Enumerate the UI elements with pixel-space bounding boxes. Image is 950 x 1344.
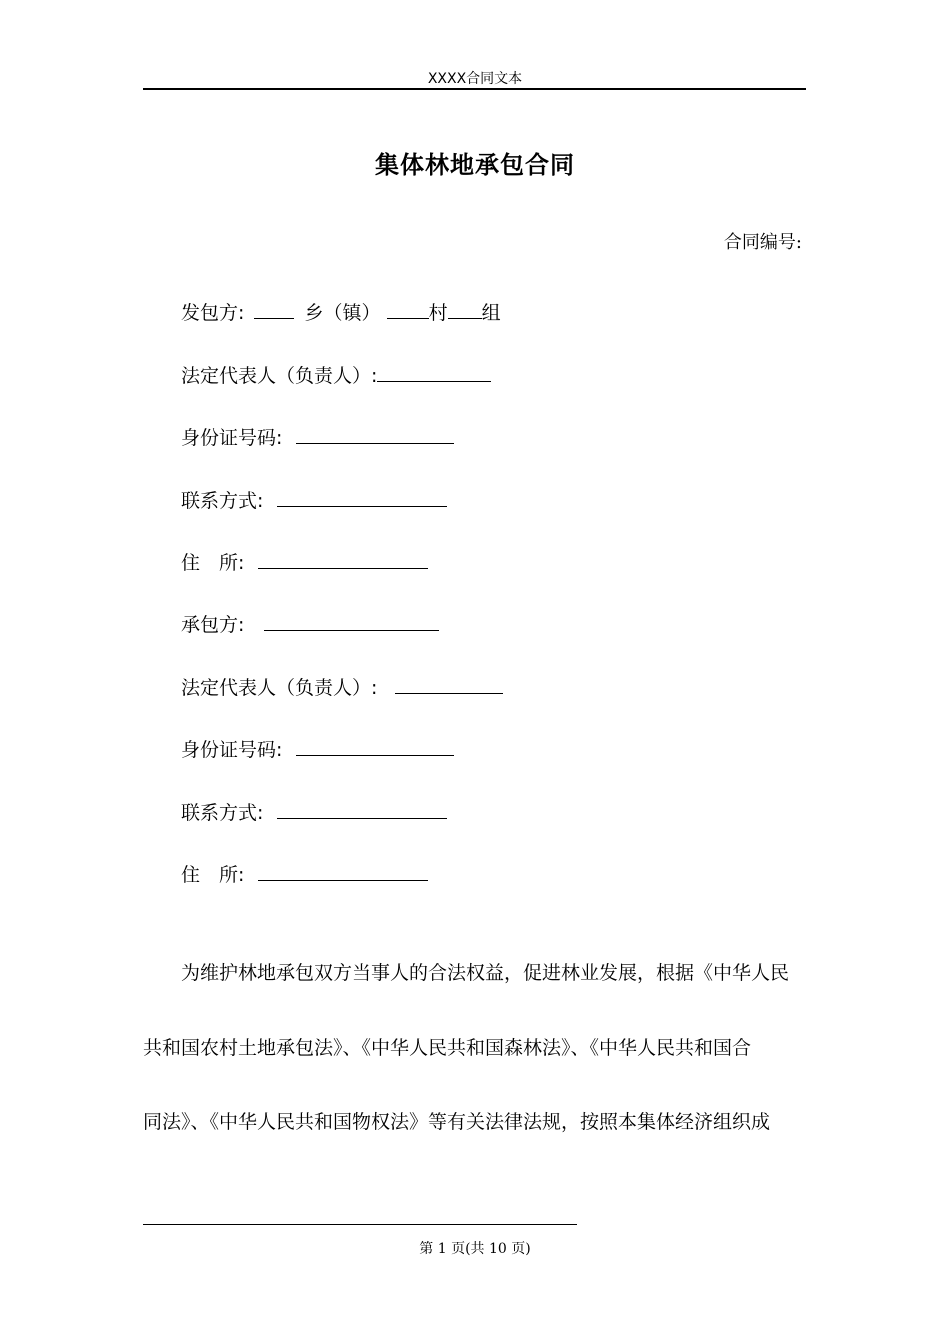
- party-b-legal-rep-line: [181, 673, 503, 701]
- body-line-1: 为维护林地承包双方当事人的合法权益，促进林业发展，根据《中华人民: [181, 962, 790, 984]
- body-line-2: 共和国农村土地承包法》、《中华人民共和国森林法》、《中华人民共和国合: [143, 1037, 752, 1059]
- village-blank[interactable]: [387, 298, 429, 319]
- party-b-id-blank[interactable]: [296, 735, 454, 756]
- party-b-address-line: [181, 860, 428, 888]
- footer-divider: [143, 1224, 577, 1225]
- township-suffix: 乡（镇）: [304, 302, 381, 324]
- party-a-address-line: [181, 548, 428, 576]
- party-a-contact-line: [181, 486, 447, 514]
- party-b-blank[interactable]: [264, 610, 439, 631]
- party-a-contact-blank[interactable]: [277, 486, 447, 507]
- page-header: XXXX合同文本: [427, 71, 523, 87]
- party-a-legal-rep-line: [181, 361, 491, 389]
- header-divider: [143, 88, 806, 90]
- party-a-id-blank[interactable]: [296, 423, 454, 444]
- party-a-legal-rep-blank[interactable]: [377, 361, 491, 382]
- party-b-line: [181, 610, 439, 638]
- party-a-contact-label: 联系方式:: [181, 490, 264, 512]
- party-a-address-blank[interactable]: [258, 548, 428, 569]
- party-a-id-line: [181, 423, 454, 451]
- party-b-address-blank[interactable]: [258, 860, 428, 881]
- party-a-line: [181, 298, 501, 326]
- group-blank[interactable]: [448, 298, 482, 319]
- party-b-contact-blank[interactable]: [277, 798, 447, 819]
- village-suffix: 村: [428, 302, 448, 324]
- party-b-label: 承包方:: [181, 614, 245, 636]
- party-a-legal-rep-label: 法定代表人（负责人）:: [181, 365, 378, 387]
- party-b-legal-rep-label: 法定代表人（负责人）:: [181, 677, 378, 699]
- body-line-3: 同法》、《中华人民共和国物权法》等有关法律法规，按照本集体经济组织成: [143, 1111, 771, 1133]
- party-a-id-label: 身份证号码:: [181, 427, 283, 449]
- township-blank[interactable]: [254, 298, 294, 319]
- party-b-address-label: 住 所:: [181, 864, 245, 886]
- party-b-contact-line: [181, 798, 447, 826]
- party-b-legal-rep-blank[interactable]: [395, 673, 503, 694]
- party-b-id-line: [181, 735, 454, 763]
- party-a-address-label: 住 所:: [181, 552, 245, 574]
- contract-number-label: 合同编号:: [723, 232, 802, 253]
- document-title: 集体林地承包合同: [375, 151, 575, 179]
- party-b-contact-label: 联系方式:: [181, 802, 264, 824]
- page-number: 第 1 页(共 10 页): [419, 1241, 531, 1257]
- party-a-label: 发包方:: [181, 302, 245, 324]
- group-suffix: 组: [481, 302, 501, 324]
- party-b-id-label: 身份证号码:: [181, 739, 283, 761]
